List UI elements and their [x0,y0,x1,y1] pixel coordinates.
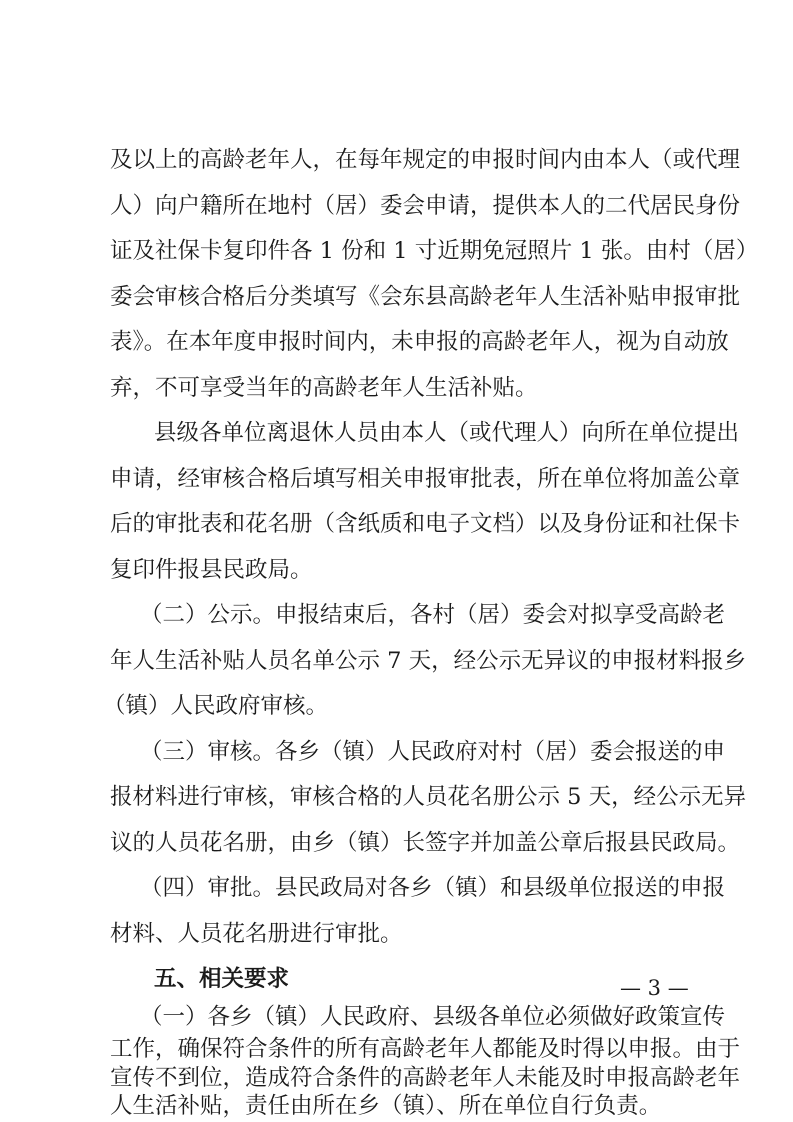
page-number: — 3 — [620,976,689,1000]
paragraph-6-line-2: 工作，确保符合条件的所有高龄老年人都能及时得以申报。由于 [110,1036,741,1062]
section-heading: 五、相关要求 [154,966,290,992]
paragraph-1-line-2: 人）向户籍所在地村（居）委会申请，提供本人的二代居民身份 [110,193,741,219]
paragraph-4-line-3: 议的人员花名册，由乡（镇）长签字并加盖公章后报县民政局。 [110,830,741,856]
paragraph-2-line-3: 后的审批表和花名册（含纸质和电子文档）以及身份证和社保卡 [110,511,741,537]
paragraph-3-line-3: （镇）人民政府审核。 [103,693,329,719]
paragraph-4-line-1: （三）审核。各乡（镇）人民政府对村（居）委会报送的申 [140,739,726,765]
paragraph-2-line-4: 复印件报县民政局。 [110,557,313,583]
paragraph-5-line-1: （四）审批。县民政局对各乡（镇）和县级单位报送的申报 [140,875,726,901]
paragraph-3-line-2: 年人生活补贴人员名单公示 7 天，经公示无异议的申报材料报乡 [110,648,747,674]
paragraph-6-line-1: （一）各乡（镇）人民政府、县级各单位必须做好政策宣传 [140,1004,726,1030]
paragraph-3-line-1: （二）公示。申报结束后，各村（居）委会对拟享受高龄老 [140,602,726,628]
paragraph-6-line-3: 宣传不到位，造成符合条件的高龄老年人未能及时申报高龄老年 [110,1065,741,1091]
paragraph-4-line-2: 报材料进行审核，审核合格的人员花名册公示 5 天，经公示无异 [110,784,747,810]
paragraph-2-line-1: 县级各单位离退休人员由本人（或代理人）向所在单位提出 [154,420,740,446]
paragraph-1-line-6: 弃，不可享受当年的高龄老年人生活补贴。 [110,375,538,401]
paragraph-1-line-4: 委会审核合格后分类填写《会东县高龄老年人生活补贴申报审批 [110,284,741,310]
paragraph-1-line-3: 证及社保卡复印件各 1 份和 1 寸近期免冠照片 1 张。由村（居） [110,238,759,264]
paragraph-5-line-2: 材料、人员花名册进行审批。 [110,921,403,947]
paragraph-1-line-1: 及以上的高龄老年人，在每年规定的申报时间内由本人（或代理 [110,147,741,173]
paragraph-1-line-5: 表》。在本年度申报时间内，未申报的高龄老年人，视为自动放 [110,329,729,355]
paragraph-6-line-4: 人生活补贴，责任由所在乡（镇）、所在单位自行负责。 [110,1093,662,1119]
paragraph-2-line-2: 申请，经审核合格后填写相关申报审批表，所在单位将加盖公章 [110,466,741,492]
